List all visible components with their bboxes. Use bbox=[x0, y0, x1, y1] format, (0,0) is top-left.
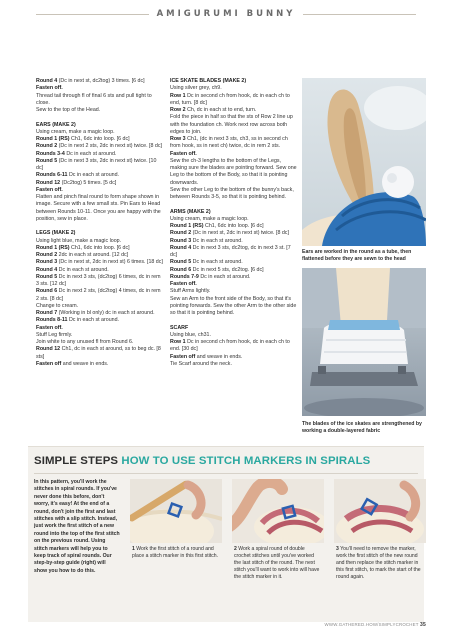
step-3-image bbox=[334, 479, 426, 543]
pattern-line-label: Round 2 bbox=[36, 252, 58, 258]
pattern-line-label: Round 2 bbox=[36, 143, 58, 150]
pattern-line-label: Round 6 bbox=[170, 266, 192, 273]
pattern-line-label: Fasten off. bbox=[170, 281, 197, 287]
pattern-line bbox=[36, 332, 164, 339]
pattern-line-label: Rounds 7-9 bbox=[170, 273, 199, 280]
pattern-line-text: and weave in ends. bbox=[195, 353, 243, 360]
pattern-line-text: Using blue, ch31. bbox=[170, 331, 211, 338]
pattern-line-text: Using cream, make a magic loop. bbox=[170, 215, 249, 222]
pattern-line bbox=[36, 180, 164, 187]
pattern-line-text: Stuff Arms lightly. bbox=[170, 288, 211, 295]
pattern-line-text: Dc in each st around. bbox=[67, 317, 120, 324]
pattern-line bbox=[36, 238, 164, 245]
pattern-line bbox=[36, 303, 164, 310]
paragraph-gap bbox=[36, 114, 164, 121]
pattern-line-text: (Dc in next st, 2dc in next st) twice. [8 dc] bbox=[191, 230, 289, 237]
pattern-line-text: Sew the other Leg to the bottom of the bunny's back, between Rounds 3-5, so that it is pointing behind. bbox=[170, 186, 294, 200]
page-number: 35 bbox=[420, 622, 426, 628]
pattern-line-text: Dc in each st around. bbox=[67, 172, 120, 179]
pattern-line-text: Dc in each st around. bbox=[191, 259, 243, 266]
pattern-line-text: Ch, dc in each st to end, turn. bbox=[185, 107, 257, 113]
paragraph-gap bbox=[36, 223, 164, 230]
pattern-line bbox=[36, 339, 164, 346]
pattern-line-text: Sew the ch-3 lengths to the bottom of the Legs, making sure the blades are pointing forward. Sew one Leg to the bottom of the Body, so that it is pointing downwards. bbox=[170, 157, 297, 186]
pattern-line bbox=[36, 317, 164, 324]
pattern-line bbox=[170, 158, 298, 187]
pattern-line bbox=[170, 354, 298, 361]
pattern-line-label: Fasten off. bbox=[36, 85, 63, 92]
header-title: AMIGURUMI BUNNY bbox=[149, 9, 304, 19]
pattern-line bbox=[170, 245, 298, 260]
footer-url: WWW.GATHERED.HOW/SIMPLYCROCHET bbox=[324, 622, 419, 627]
pattern-line-label: Fasten off. bbox=[36, 186, 63, 193]
pattern-line bbox=[170, 267, 298, 274]
pattern-line-text: (Dc in next 2 sts, 2dc in next st) twice. [8 dc] bbox=[57, 143, 162, 150]
paragraph-gap bbox=[170, 317, 298, 324]
pattern-line-text: Using light blue, make a magic loop. bbox=[36, 237, 122, 244]
section-heading: ICE SKATE BLADES (MAKE 2) bbox=[170, 78, 247, 84]
pattern-line-text: Change to cream. bbox=[36, 302, 79, 309]
page-header bbox=[0, 0, 452, 46]
pattern-line-text: Using silver grey, ch9. bbox=[170, 85, 222, 92]
pattern-line bbox=[36, 346, 164, 361]
pattern-line bbox=[170, 288, 298, 295]
pattern-line-text: (Dc in next st, 2dc in next st) 6 times. [18 dc] bbox=[57, 259, 163, 266]
page-footer bbox=[0, 622, 426, 628]
pattern-line bbox=[36, 78, 164, 85]
pattern-line-text: (Dc2tog) 5 times. [5 dc] bbox=[60, 179, 117, 186]
pattern-line-text: Tie Scarf around the neck. bbox=[170, 360, 232, 367]
pattern-line-text: Dc in each st around. bbox=[64, 150, 117, 157]
pattern-line bbox=[170, 259, 298, 266]
pattern-line-text: Ch1, dc in each st around, ss to beg dc. [8 sts] bbox=[36, 346, 161, 360]
pattern-line-label: Row 1 bbox=[170, 339, 186, 345]
pattern-line-text: Ch1, 6dc into loop. [6 dc] bbox=[69, 244, 130, 251]
step-2-text: 2 Work a spiral round of double crochet stitches until you've worked the last stitch of the round. The next stitch you'll want to work into will have the stitch marker in it. bbox=[234, 546, 320, 580]
pattern-line-label: Fasten off. bbox=[170, 150, 197, 157]
pattern-line bbox=[36, 187, 164, 194]
ice-skate-photo bbox=[302, 268, 426, 416]
pattern-line bbox=[170, 281, 298, 288]
section-heading: ARMS (MAKE 2) bbox=[170, 208, 211, 215]
pattern-line-text: Ch1, 6dc into loop. [6 dc] bbox=[203, 223, 264, 229]
pattern-line bbox=[36, 245, 164, 252]
pattern-line bbox=[170, 114, 298, 136]
pattern-line-text: Fold the piece in half so that the sts of Row 2 line up with the foundation ch. Work next row across both edges to join. bbox=[170, 114, 293, 135]
pattern-line bbox=[170, 216, 298, 223]
section-heading: EARS (MAKE 2) bbox=[36, 121, 76, 128]
pattern-column-1 bbox=[36, 78, 164, 368]
pattern-line bbox=[36, 267, 164, 274]
pattern-line bbox=[36, 93, 164, 108]
pattern-line bbox=[36, 129, 164, 136]
pattern-line-label: Round 6 bbox=[36, 288, 58, 295]
pattern-line bbox=[36, 107, 164, 114]
pattern-line bbox=[170, 187, 298, 202]
section-heading: SCARF bbox=[170, 324, 189, 331]
pattern-line-text: Sew an Arm to the front side of the Body, so that it's pointing forwards. Sew the other Arm to the other side so that it is pointing behind. bbox=[170, 295, 297, 316]
pattern-line-text: Dc in each st around. bbox=[198, 273, 251, 280]
pattern-line bbox=[36, 361, 164, 368]
pattern-line-label: Fasten off bbox=[170, 353, 196, 360]
pattern-line-text: Dc in each st around. bbox=[57, 266, 109, 273]
pattern-line bbox=[36, 158, 164, 173]
pattern-line-text: (Dc in next 3 sts, 2dc in next st) twice. [10 dc] bbox=[36, 157, 157, 171]
pattern-line bbox=[170, 136, 298, 151]
pattern-line-label: Round 5 bbox=[170, 259, 192, 266]
pattern-line bbox=[170, 223, 298, 230]
pattern-line bbox=[36, 143, 164, 150]
pattern-line-text: Join white to any unused fl from Round 6. bbox=[36, 339, 134, 345]
pattern-line-label: Round 3 bbox=[170, 237, 192, 244]
pattern-line-label: Round 1 (RS) bbox=[36, 136, 70, 142]
pattern-line-text: Dc in next 5 sts, dc2tog. [6 dc] bbox=[191, 266, 264, 273]
pattern-line-label: Row 1 bbox=[170, 92, 186, 99]
pattern-line-label: Round 5 bbox=[36, 273, 58, 280]
pattern-line bbox=[170, 107, 298, 114]
pattern-line bbox=[170, 238, 298, 245]
pattern-line bbox=[36, 194, 164, 223]
pattern-line bbox=[36, 288, 164, 303]
pattern-line-text: Dc in each st around. bbox=[191, 237, 243, 244]
pattern-line bbox=[170, 296, 298, 318]
pattern-line bbox=[36, 259, 164, 266]
pattern-line-label: Rounds 6-11 bbox=[36, 172, 68, 179]
pattern-line-text: Dc in next 3 sts, (dc2tog) 6 times, dc in rem 3 sts. [12 dc] bbox=[36, 273, 161, 287]
step-2-image bbox=[232, 479, 324, 543]
pattern-line-text: Thread tail through fl of final 6 sts and pull tight to close. bbox=[36, 92, 152, 106]
pattern-line-text: (Working in bl only) dc in each st around. bbox=[57, 310, 155, 316]
photo-caption-skates: The blades of the ice skates are strengthened by working a double-layered fabric bbox=[302, 421, 422, 434]
pattern-line bbox=[36, 172, 164, 179]
pattern-line-text: Dc in next 3 sts, dc2tog, dc in next 3 st. [7 dc] bbox=[170, 244, 291, 258]
section-intro: In this pattern, you'll work the stitches in spiral rounds. If you've never done this before, don't worry, it's easy! At the end of a round, don't join the first and last stitches with a slip stitch. Instead, just work the first stitch of a new round into the top of the first stitch on the previous round. Using stitch markers will help you to keep track of spiral rounds. Our step-by-step guide (right) will show you how to do this. bbox=[34, 479, 120, 574]
pattern-line-label: Round 5 bbox=[36, 157, 58, 164]
pattern-line-label: Round 4 bbox=[36, 78, 58, 84]
pattern-line-text: 2dc in each st around. [12 dc] bbox=[57, 252, 129, 258]
pattern-line bbox=[170, 85, 298, 92]
pattern-line-label: Row 3 bbox=[170, 136, 186, 142]
pattern-line-label: Round 2 bbox=[170, 230, 192, 237]
pattern-line-label: Round 1 (RS) bbox=[170, 223, 204, 229]
pattern-line bbox=[170, 361, 298, 368]
pattern-line bbox=[170, 332, 298, 339]
pattern-line bbox=[170, 93, 298, 108]
pattern-line-label: Round 3 bbox=[36, 259, 58, 266]
pattern-line-label: Round 4 bbox=[170, 244, 192, 251]
section-title: SIMPLE STEPS HOW TO USE STITCH MARKERS IN SPIRALS bbox=[34, 455, 371, 467]
photo-caption-ears: Ears are worked in the round as a tube, then flattened before they are sewn to the head bbox=[302, 249, 412, 262]
pattern-line-text: Using cream, make a magic loop. bbox=[36, 128, 115, 135]
pattern-line-text: Dc in next 2 sts, (dc2tog) 4 times, dc in rem 2 sts. [8 dc] bbox=[36, 288, 161, 302]
pattern-line-label: Row 2 bbox=[170, 107, 186, 113]
section-heading: LEGS (MAKE 2) bbox=[36, 230, 76, 237]
pattern-line-label: Rounds 3-4 bbox=[36, 150, 65, 157]
pattern-column-2 bbox=[170, 78, 298, 368]
pattern-line-label: Round 12 bbox=[36, 179, 61, 186]
pattern-line bbox=[36, 252, 164, 259]
pattern-line-text: Dc in second ch from hook, dc in each ch to end. [30 dc] bbox=[170, 339, 290, 353]
pattern-line bbox=[36, 151, 164, 158]
pattern-line bbox=[36, 274, 164, 289]
pattern-line-label: Fasten off. bbox=[36, 324, 63, 331]
bunny-ear-photo bbox=[302, 78, 426, 246]
pattern-line-text: Ch1, 6dc into loop. [6 dc] bbox=[69, 136, 130, 142]
pattern-line bbox=[170, 151, 298, 158]
pattern-line bbox=[170, 339, 298, 354]
pattern-line-text: and weave in ends. bbox=[61, 360, 109, 367]
pattern-line-label: Round 7 bbox=[36, 310, 58, 316]
section-rule bbox=[34, 473, 418, 474]
pattern-line-label: Round 4 bbox=[36, 266, 58, 273]
pattern-line-text: Sew to the top of the Head. bbox=[36, 107, 101, 113]
step-3-text: 3 You'll need to remove the marker, work the first stitch of the new round and then replace the stitch marker in this first stitch, to mark the start of the round again. bbox=[336, 546, 421, 580]
pattern-line bbox=[36, 310, 164, 317]
pattern-line-text: (Dc in next st, dc2tog) 3 times. [6 dc] bbox=[57, 78, 145, 84]
pattern-line-text: Flatten and pinch final round to form shape shown in image. Secure with a few small sts. Pin Ears to Head between Rounds 10-11. Once you are happy with the position, sew in place. bbox=[36, 194, 161, 222]
pattern-line-label: Fasten off bbox=[36, 360, 62, 367]
step-1-image bbox=[130, 479, 222, 543]
step-1-text: 1 Work the first stitch of a round and place a stitch marker in this first stitch. bbox=[132, 546, 219, 559]
pattern-line-text: Stuff Leg firmly. bbox=[36, 331, 73, 338]
pattern-line bbox=[36, 136, 164, 143]
pattern-line-label: Round 1 (RS) bbox=[36, 244, 70, 251]
pattern-line-label: Rounds 8-11 bbox=[36, 317, 68, 324]
pattern-line bbox=[36, 85, 164, 92]
pattern-line-text: Dc in second ch from hook, dc in each ch to end, turn. [8 dc] bbox=[170, 92, 290, 106]
pattern-line bbox=[36, 325, 164, 332]
pattern-line bbox=[170, 230, 298, 237]
paragraph-gap bbox=[170, 201, 298, 208]
pattern-line-label: Round 12 bbox=[36, 346, 61, 353]
pattern-line bbox=[170, 274, 298, 281]
pattern-line-text: Ch1, (dc in next 3 sts, ch3, ss in second ch from hook, ss in next ch) twice, dc in rem 2 sts. bbox=[170, 136, 288, 150]
